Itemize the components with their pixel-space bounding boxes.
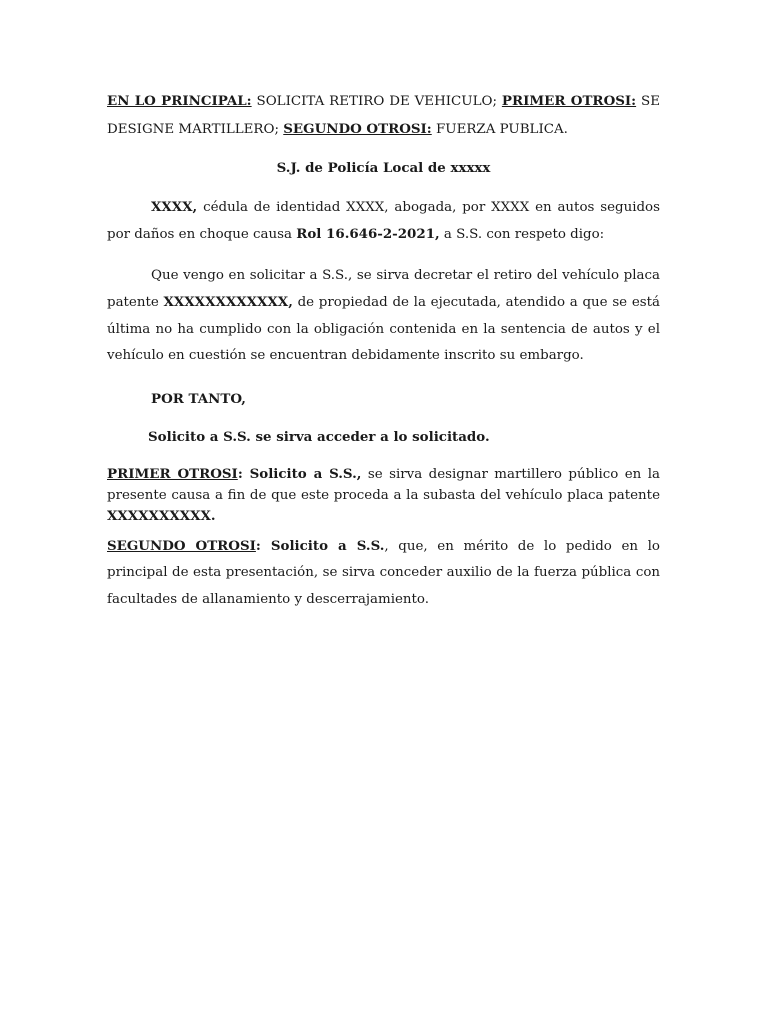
intro-paragraph — [107, 194, 660, 249]
court-addressee: S.J. de Policía Local de xxxxx — [276, 160, 491, 176]
request-text-2: de propiedad de la ejecutada, atendido a que se está última no ha cumplido con la obligación contenida en la sentencia de autos y el vehículo en cuestión se encuentran debidamente inscrito su embargo. — [107, 295, 660, 363]
segundo-otrosi-paragraph — [107, 533, 660, 614]
request-text-1: Que vengo en solicitar a S.S., se sirva decretar el retiro del vehículo placa patente — [107, 267, 660, 310]
intro-text-1: cédula de identidad XXXX, abogada, por XXXX en autos seguidos por daños en choque causa — [107, 199, 660, 242]
segundo-otrosi-colon: : — [255, 537, 261, 554]
primer-otrosi-heading-text: SE DESIGNE MARTILLERO; — [107, 94, 660, 137]
segundo-otrosi-heading-label: SEGUNDO OTROSI: — [283, 120, 432, 137]
request-paragraph — [107, 263, 660, 370]
case-rol: Rol 16.646-2-2021, — [296, 226, 440, 242]
primer-otrosi-label: PRIMER OTROSI — [107, 465, 238, 482]
intro-text-2: a S.S. con respeto digo: — [439, 227, 605, 242]
solicito-line: Solicito a S.S. se sirva acceder a lo solicitado. — [148, 429, 490, 445]
segundo-otrosi-label: SEGUNDO OTROSI — [107, 537, 256, 554]
primer-otrosi-colon: : — [237, 465, 243, 482]
primer-otrosi-plate: XXXXXXXXXX. — [107, 507, 216, 524]
primer-otrosi-bold: Solicito a S.S., — [242, 465, 362, 482]
vehicle-plate: XXXXXXXXXXXX, — [163, 294, 293, 310]
primer-otrosi-paragraph — [107, 464, 660, 527]
lawyer-name: XXXX, — [151, 198, 198, 215]
en-lo-principal-label: EN LO PRINCIPAL: — [107, 93, 252, 109]
document-header — [107, 88, 660, 143]
segundo-otrosi-bold: Solicito a S.S. — [260, 537, 385, 554]
segundo-otrosi-heading-text: FUERZA PUBLICA. — [431, 121, 568, 137]
por-tanto-heading: POR TANTO, — [151, 390, 246, 407]
document-page — [107, 88, 660, 613]
segundo-otrosi-text: , que, en mérito de lo pedido en lo principal de esta presentación, se sirva conceder auxilio de la fuerza pública con facultades de allanamiento y descerrajamiento. — [107, 538, 660, 607]
primer-otrosi-text: se sirva designar martillero público en la presente causa a fin de que este proceda a la subasta del vehículo placa patente — [107, 466, 660, 503]
en-lo-principal-text: SOLICITA RETIRO DE VEHICULO; — [251, 94, 502, 109]
primer-otrosi-heading-label: PRIMER OTROSI: — [501, 93, 637, 109]
